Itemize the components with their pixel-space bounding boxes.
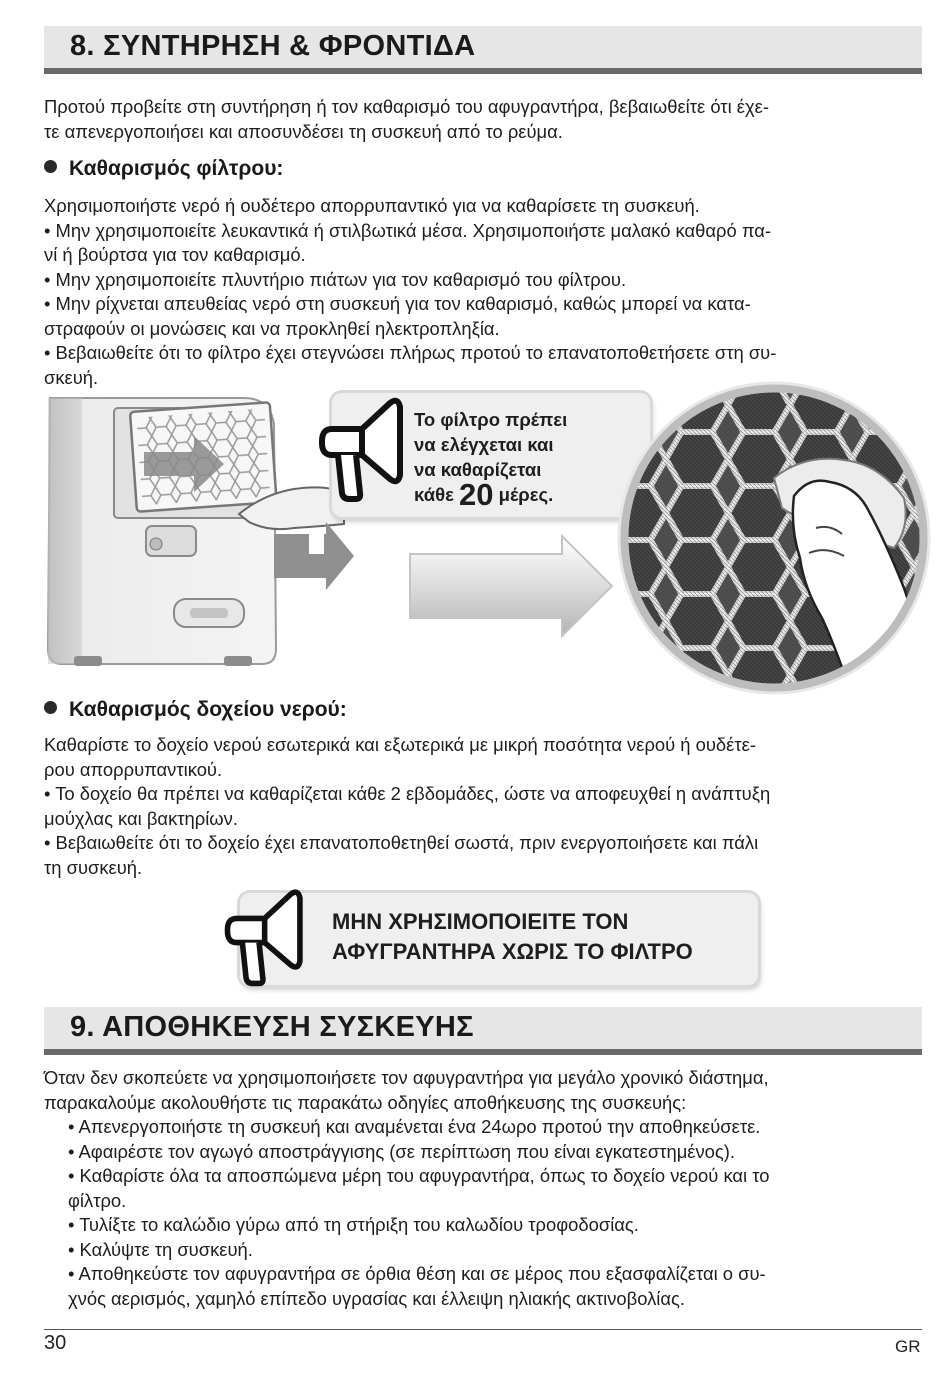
section-8-title: 8. ΣΥΝΤΗΡΗΣΗ & ΦΡΟΝΤΙΔΑ bbox=[70, 30, 476, 62]
intro-line: Προτού προβείτε στη συντήρηση ή τον καθαρισμό του αφυγραντήρα, βεβαιωθείτε ότι έχε- bbox=[44, 96, 769, 117]
arrow-right-icon bbox=[406, 530, 616, 642]
filter-line: σκευή. bbox=[44, 366, 99, 388]
filter-line: Χρησιμοποιήστε νερό ή ουδέτερο απορρυπαντικό για να καθαρίσετε τη συσκευή. bbox=[44, 195, 700, 216]
page-number: 30 bbox=[44, 1332, 67, 1354]
callout-line bbox=[414, 477, 567, 512]
storage-line: παρακαλούμε ακολουθήστε τις παρακάτω οδηγίες αποθήκευσης της συσκευής: bbox=[44, 1091, 687, 1113]
storage-line: • Αποθηκεύστε τον αφυγραντήρα σε όρθια θέση και σε μέρος που εξασφαλίζεται ο συ- bbox=[68, 1263, 766, 1284]
footer-divider bbox=[44, 1329, 922, 1330]
callout-line: να ελέγχεται και bbox=[414, 434, 554, 455]
intro-line: τε απενεργοποιήσει και αποσυνδέσει τη συσκευή από το ρεύμα. bbox=[44, 120, 563, 142]
storage-line: φίλτρο. bbox=[68, 1189, 127, 1211]
storage-line: • Καθαρίστε όλα τα αποσπώμενα μέρη του αφυγραντήρα, όπως το δοχείο νερού και το bbox=[68, 1165, 770, 1186]
storage-line: • Τυλίξτε το καλώδιο γύρω από τη στήριξη του καλωδίου τροφοδοσίας. bbox=[68, 1214, 639, 1235]
filter-cleaning-text bbox=[44, 194, 924, 390]
storage-line: χνός αερισμός, χαμηλό επίπεδο υγρασίας και έλλειψη ηλιακής ακτινοβολίας. bbox=[68, 1287, 685, 1309]
callout-line: να καθαρίζεται bbox=[414, 459, 542, 480]
filter-heading-text: Καθαρισμός φίλτρου: bbox=[69, 157, 284, 180]
tank-line: μούχλας και βακτηρίων. bbox=[44, 807, 238, 829]
filter-closeup-illustration bbox=[604, 378, 950, 702]
section-9-title: 9. ΑΠΟΘΗΚΕΥΣΗ ΣΥΣΚΕΥΗΣ bbox=[70, 1011, 474, 1043]
bullet-dot-icon bbox=[44, 160, 57, 173]
tank-cleaning-heading bbox=[44, 698, 347, 722]
section-9-header bbox=[44, 1007, 922, 1055]
warning-line: ΑΦΥΓΡΑΝΤΗΡΑ ΧΩΡΙΣ ΤΟ ΦΙΛΤΡΟ bbox=[332, 939, 693, 964]
storage-text bbox=[44, 1066, 924, 1311]
filter-line: στραφούν οι μονώσεις και να προκληθεί ηλεκτροπληξία. bbox=[44, 317, 500, 339]
filter-line: • Μην χρησιμοποιείτε πλυντήριο πιάτων για τον καθαρισμό του φίλτρου. bbox=[44, 268, 627, 290]
tank-line: • Βεβαιωθείτε ότι το δοχείο έχει επανατοποθετηθεί σωστά, πριν ενεργοποιήσετε και πάλι bbox=[44, 832, 759, 853]
tank-line: • Το δοχείο θα πρέπει να καθαρίζεται κάθε 2 εβδομάδες, ώστε να αποφευχθεί η ανάπτυξη bbox=[44, 783, 771, 804]
bullet-dot-icon bbox=[44, 701, 57, 714]
callout-prefix: κάθε bbox=[414, 484, 454, 505]
warning-line: ΜΗΝ ΧΡΗΣΙΜΟΠΟΙΕΙΤΕ ΤΟΝ bbox=[332, 909, 629, 934]
storage-line: • Καλύψτε τη συσκευή. bbox=[68, 1238, 253, 1260]
tank-line: ρου απορρυπαντικού. bbox=[44, 758, 223, 780]
megaphone-icon bbox=[302, 393, 412, 505]
filter-line: • Μην ρίχνεται απευθείας νερό στη συσκευή για τον καθαρισμό, καθώς μπορεί να κατα- bbox=[44, 293, 751, 314]
tank-line: τη συσκευή. bbox=[44, 856, 143, 878]
filter-line: νί ή βούρτσα για τον καθαρισμό. bbox=[44, 244, 306, 265]
storage-line: Όταν δεν σκοπεύετε να χρησιμοποιήσετε τον αφυγραντήρα για μεγάλο χρονικό διάστημα, bbox=[44, 1067, 769, 1088]
language-code: GR bbox=[895, 1337, 921, 1356]
tank-heading-text: Καθαρισμός δοχείου νερού: bbox=[69, 698, 347, 721]
filter-callout-box bbox=[332, 393, 650, 517]
storage-line: • Αφαιρέστε τον αγωγό αποστράγγισης (σε περίπτωση που είναι εγκατεστημένος). bbox=[68, 1140, 736, 1162]
no-filter-warning-box bbox=[240, 893, 758, 985]
filter-cleaning-heading bbox=[44, 157, 283, 181]
filter-line: • Βεβαιωθείτε ότι το φίλτρο έχει στεγνώσει πλήρως προτού το επανατοποθετήσετε στη συ- bbox=[44, 342, 777, 363]
megaphone-icon bbox=[208, 885, 312, 989]
callout-suffix: μέρες. bbox=[498, 484, 554, 505]
filter-line: • Μην χρησιμοποιείτε λευκαντικά ή στιλβωτικά μέσα. Χρησιμοποιήστε μαλακό καθαρό πα- bbox=[44, 219, 772, 241]
storage-line: • Απενεργοποιήστε τη συσκευή και αναμένεται ένα 24ωρο προτού την αποθηκεύσετε. bbox=[68, 1116, 761, 1137]
maintenance-intro bbox=[44, 95, 924, 144]
tank-cleaning-text bbox=[44, 733, 924, 880]
callout-line: Το φίλτρο πρέπει bbox=[414, 409, 568, 430]
callout-number: 20 bbox=[459, 477, 494, 512]
section-8-header bbox=[44, 26, 922, 74]
tank-line: Καθαρίστε το δοχείο νερού εσωτερικά και εξωτερικά με μικρή ποσότητα νερού ή ουδέτε- bbox=[44, 734, 756, 755]
